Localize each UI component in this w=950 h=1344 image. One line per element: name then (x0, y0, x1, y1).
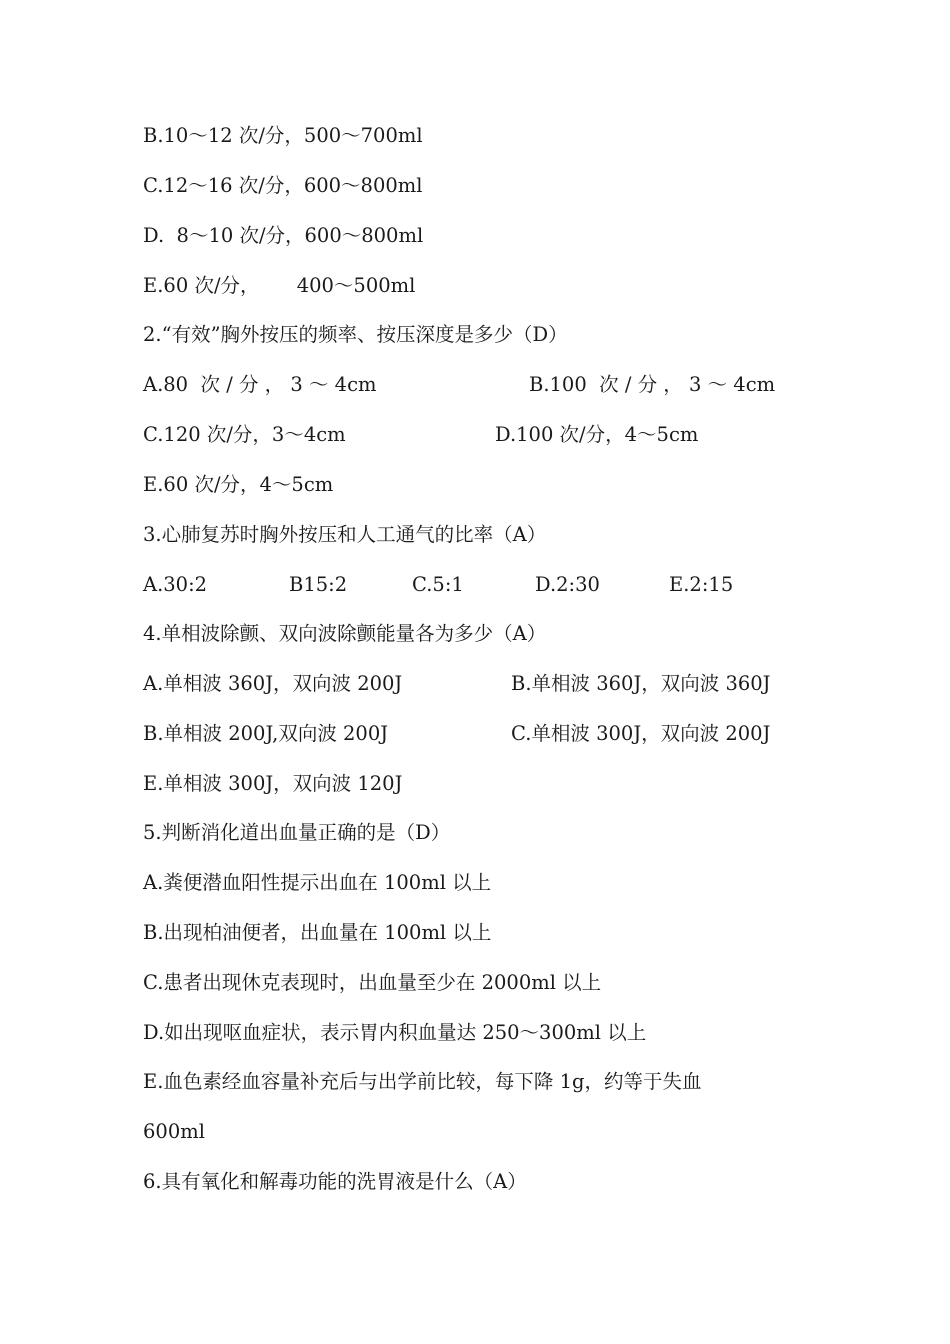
q1-option-e: E.60 次/分， 400～500ml (143, 274, 416, 297)
q2-option-a: A.80 次 / 分 ， 3 ～ 4cm (143, 373, 377, 396)
q5-option-b: B.出现柏油便者，出血量在 100ml 以上 (143, 921, 492, 944)
q3-option-c: C.5:1 (412, 573, 464, 596)
q3-option-d: D.2:30 (535, 573, 600, 596)
q6-stem: 6.具有氧化和解毒功能的洗胃液是什么（A） (143, 1170, 527, 1193)
q1-option-d: D. 8～10 次/分，600～800ml (143, 224, 424, 247)
q2-option-c: C.120 次/分，3～4cm (143, 423, 346, 446)
q3-option-b: B15:2 (289, 573, 348, 596)
q4-option-a: A.单相波 360J，双向波 200J (143, 672, 403, 695)
q3-option-a: A.30:2 (143, 573, 208, 596)
q4-option-b-second: B.单相波 200J,双向波 200J (143, 722, 389, 745)
q2-stem: 2.“有效”胸外按压的频率、按压深度是多少（D） (143, 323, 568, 346)
q5-option-a: A.粪便潜血阳性提示出血在 100ml 以上 (143, 871, 492, 894)
q4-stem: 4.单相波除颤、双向波除颤能量各为多少（A） (143, 622, 547, 645)
q5-option-e-line2: 600ml (143, 1120, 205, 1143)
q3-option-e: E.2:15 (669, 573, 734, 596)
q2-option-e: E.60 次/分，4～5cm (143, 473, 334, 496)
q2-option-d: D.100 次/分，4～5cm (495, 423, 699, 446)
q5-option-d: D.如出现呕血症状，表示胃内积血量达 250～300ml 以上 (143, 1021, 647, 1044)
q5-option-c: C.患者出现休克表现时，出血量至少在 2000ml 以上 (143, 971, 602, 994)
q1-option-b: B.10～12 次/分，500～700ml (143, 124, 423, 147)
q3-stem: 3.心肺复苏时胸外按压和人工通气的比率（A） (143, 523, 547, 546)
q4-option-e: E.单相波 300J，双向波 120J (143, 772, 403, 795)
q4-option-c: C.单相波 300J，双向波 200J (511, 722, 771, 745)
q5-option-e-line1: E.血色素经血容量补充后与出学前比较，每下降 1g，约等于失血 (143, 1070, 702, 1093)
q2-option-b: B.100 次 / 分 ， 3 ～ 4cm (529, 373, 776, 396)
q4-option-b-first: B.单相波 360J，双向波 360J (511, 672, 771, 695)
q1-option-c: C.12～16 次/分，600～800ml (143, 174, 423, 197)
q5-stem: 5.判断消化道出血量正确的是（D） (143, 821, 451, 844)
